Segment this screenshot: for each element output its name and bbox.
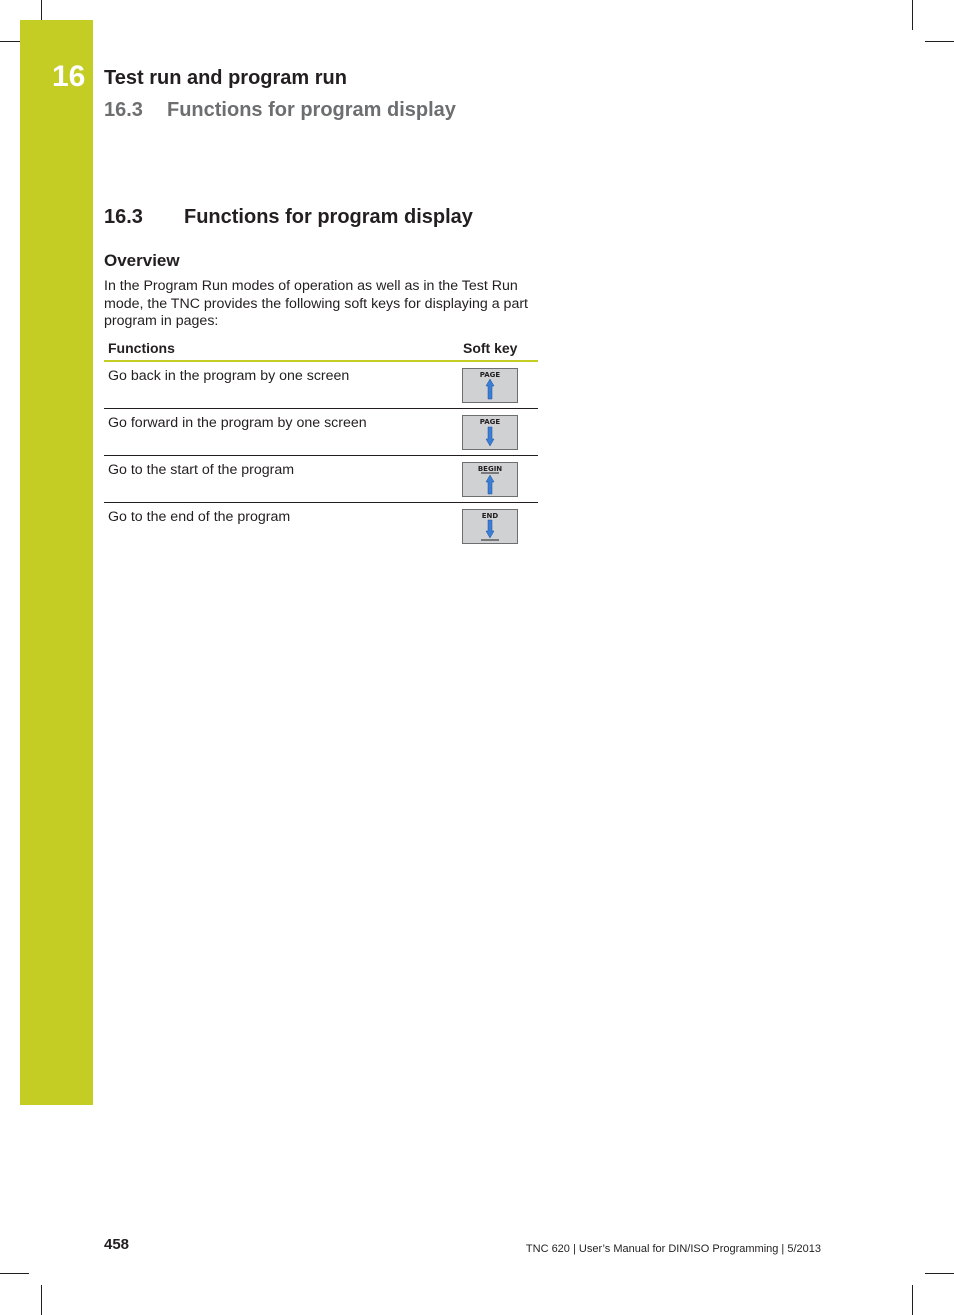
section-heading bbox=[104, 206, 473, 229]
softkey-label: PAGE bbox=[479, 418, 501, 426]
softkey-label: BEGIN bbox=[477, 465, 503, 473]
crop-mark bbox=[0, 41, 20, 42]
page-up-softkey bbox=[462, 368, 518, 403]
section-title: Functions for program display bbox=[184, 206, 473, 228]
crop-mark bbox=[0, 1273, 29, 1274]
chapter-sidebar bbox=[20, 20, 93, 1105]
crop-mark bbox=[41, 0, 42, 20]
crop-mark bbox=[912, 0, 913, 30]
begin-softkey bbox=[462, 462, 518, 497]
function-text: Go back in the program by one screen bbox=[108, 368, 350, 384]
table-row bbox=[104, 503, 538, 549]
column-header-softkey: Soft key bbox=[463, 340, 518, 356]
running-header-section-title: Functions for program display bbox=[167, 99, 456, 121]
page-number: 458 bbox=[104, 1236, 130, 1253]
footer-text: TNC 620 | User’s Manual for DIN/ISO Programming | 5/2013 bbox=[525, 1243, 821, 1255]
function-text: Go to the end of the program bbox=[108, 509, 291, 525]
chapter-number: 16 bbox=[52, 60, 86, 93]
table-row bbox=[104, 362, 538, 409]
table-header bbox=[104, 337, 538, 362]
arrow-down-icon bbox=[463, 416, 517, 449]
softkey-label: PAGE bbox=[479, 371, 501, 379]
table-row bbox=[104, 456, 538, 503]
intro-paragraph: In the Program Run modes of operation as well as in the Test Run mode, the TNC provides the following soft keys for displaying a part program in pages: bbox=[104, 278, 528, 329]
end-softkey bbox=[462, 509, 518, 544]
crop-mark bbox=[925, 41, 954, 42]
function-text: Go to the start of the program bbox=[108, 462, 295, 478]
crop-mark bbox=[41, 1285, 42, 1315]
column-header-functions: Functions bbox=[108, 340, 175, 356]
arrow-up-icon bbox=[463, 369, 517, 402]
softkey-label: END bbox=[481, 512, 499, 520]
running-header-section-number: 16.3 bbox=[104, 99, 143, 121]
subheading: Overview bbox=[104, 251, 180, 270]
table-row bbox=[104, 409, 538, 456]
arrow-down-to-line-icon bbox=[463, 510, 517, 543]
section-number: 16.3 bbox=[104, 206, 143, 228]
crop-mark bbox=[912, 1285, 913, 1315]
function-text: Go forward in the program by one screen bbox=[108, 415, 367, 431]
running-header-title: Test run and program run bbox=[104, 67, 347, 89]
crop-mark bbox=[925, 1273, 954, 1274]
running-header-section bbox=[104, 99, 456, 122]
softkey-table bbox=[104, 337, 538, 549]
page-down-softkey bbox=[462, 415, 518, 450]
arrow-up-to-line-icon bbox=[463, 463, 517, 496]
